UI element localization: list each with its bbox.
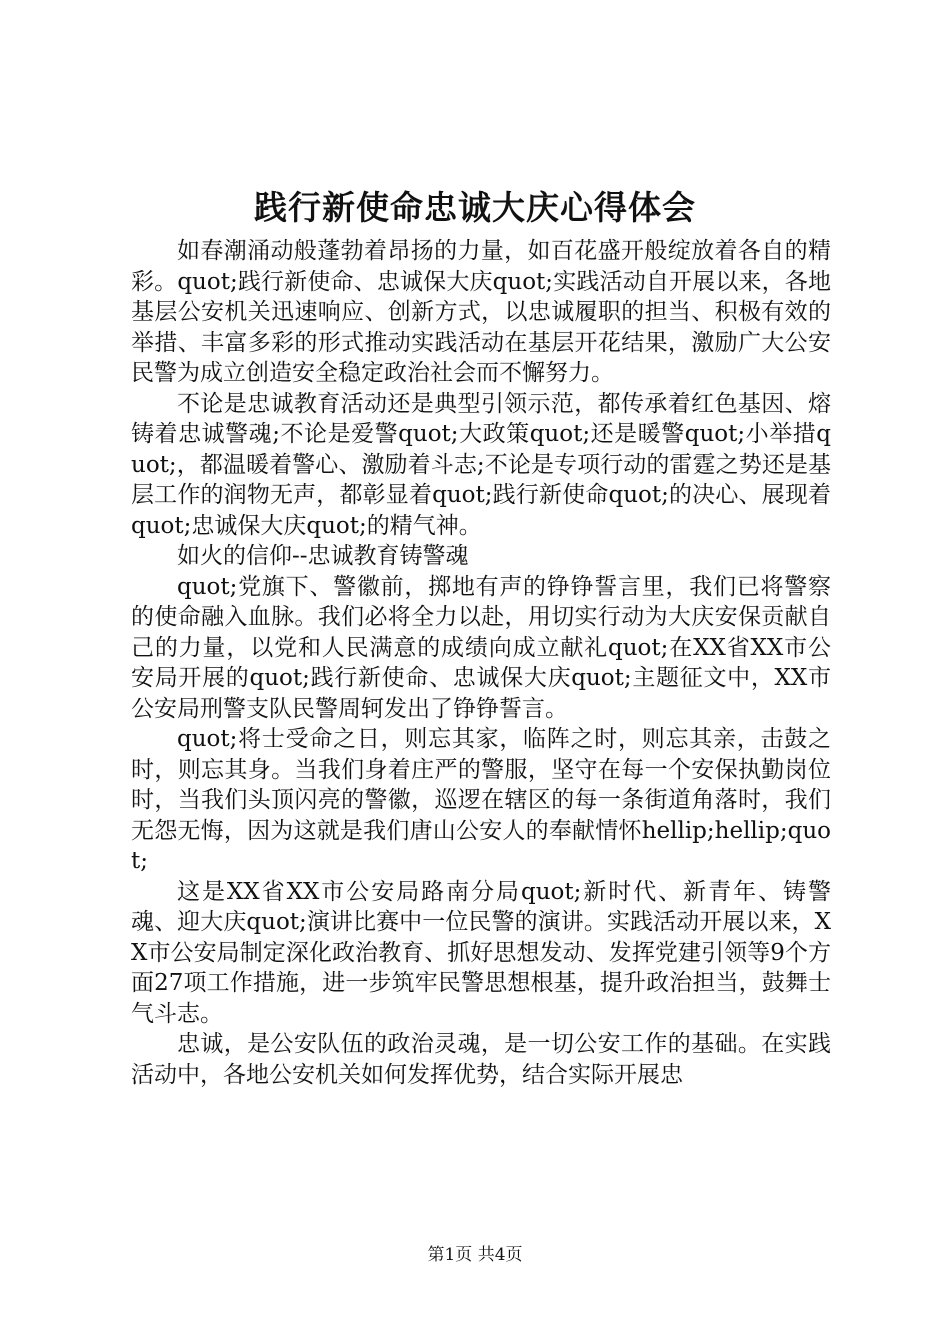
paragraph-summary: 不论是忠诚教育活动还是典型引领示范，都传承着红色基因、熔铸着忠诚警魂;不论是爱警quot;大政策quot;还是暖警quot;小举措quot;，都温暖着警心、激励着斗志;不论是专项行动的雷霆之势还是基层工作的润物无声，都彰显着quot;践行新使命quot;的决心、展现着quot;忠诚保大庆quot;的精气神。 [131,390,831,539]
paragraph-intro: 如春潮涌动般蓬勃着昂扬的力量，如百花盛开般绽放着各自的精彩。quot;践行新使命、忠诚保大庆quot;实践活动自开展以来，各地基层公安机关迅速响应、创新方式，以忠诚履职的担当、积极有效的举措、丰富多彩的形式推动实践活动在基层开花结果，激励广大公安民警为成立创造安全稳定政治社会而不懈努力。 [131,238,831,386]
section-heading: 如火的信仰--忠诚教育铸警魂 [177,543,469,569]
document-title: 践行新使命忠诚大庆心得体会 [254,188,696,227]
paragraph-loyalty: 忠诚，是公安队伍的政治灵魂，是一切公安工作的基础。在实践活动中，各地公安机关如何发挥优势，结合实际开展忠 [131,1031,831,1088]
paragraph-speech-quote: quot;将士受命之日，则忘其家，临阵之时，则忘其亲，击鼓之时，则忘其身。当我们身着庄严的警服，坚守在每一个安保执勤岗位时，当我们头顶闪亮的警徽，巡逻在辖区的每一条街道角落时，我们无怨无悔，因为这就是我们唐山公安人的奉献情怀hellip;hellip;quot; [131,726,831,874]
page-number-footer: 第1页 共4页 [427,1245,523,1265]
paragraph-oath: quot;党旗下、警徽前，掷地有声的铮铮誓言里，我们已将警察的使命融入血脉。我们必将全力以赴，用切实行动为大庆安保贡献自己的力量，以党和人民满意的成绩向成立献礼quot;在XX省XX市公安局开展的quot;践行新使命、忠诚保大庆quot;主题征文中，XX市公安局刑警支队民警周轲发出了铮铮誓言。 [131,573,831,722]
document-body [131,236,831,1090]
paragraph-measures: 这是XX省XX市公安局路南分局quot;新时代、新青年、铸警魂、迎大庆quot;演讲比赛中一位民警的演讲。实践活动开展以来，XX市公安局制定深化政治教育、抓好思想发动、发挥党建引领等9个方面27项工作措施，进一步筑牢民警思想根基，提升政治担当，鼓舞士气斗志。 [131,878,831,1027]
